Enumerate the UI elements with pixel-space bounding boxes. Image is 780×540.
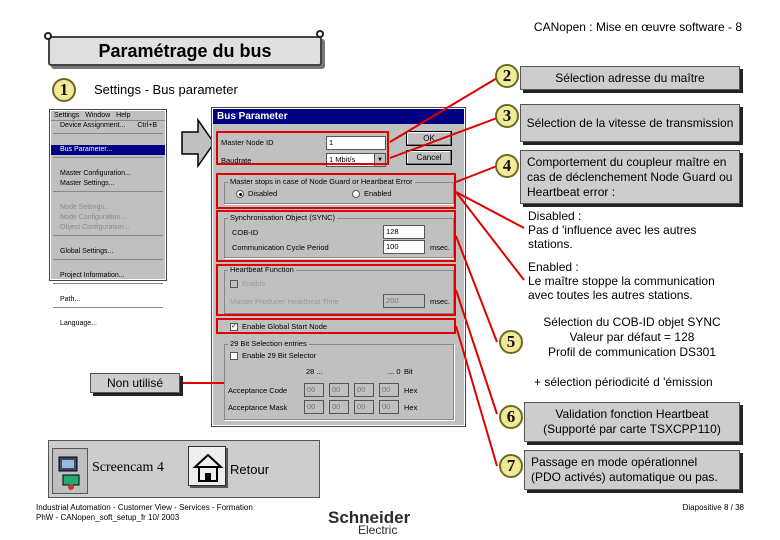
bit-range-right: ... 0 <box>388 367 401 376</box>
cycle-period-label: Communication Cycle Period <box>232 243 329 252</box>
ok-button[interactable]: OK <box>406 131 452 146</box>
heartbeat-enable-label: Enable <box>242 279 266 288</box>
cob-id-input[interactable]: 128 <box>383 225 425 239</box>
footer-line-1: Industrial Automation - Customer View - Services - Formation <box>36 503 253 512</box>
bit29-enable-label: Enable 29 Bit Selector <box>242 351 317 360</box>
dialog-title: Bus Parameter <box>213 109 464 124</box>
heartbeat-group-label: Heartbeat Function <box>230 265 294 274</box>
heartbeat-time-label: Master Producer Heartbeat Time <box>230 297 339 306</box>
badge-1: 1 <box>52 78 76 102</box>
box-master-address: Sélection adresse du maître <box>520 66 740 90</box>
box-heartbeat: Validation fonction Heartbeat (Supporté par carte TSXCPP110) <box>524 402 740 442</box>
menu-item-device-assignment[interactable]: Device Assignment... Ctrl+B <box>60 122 157 129</box>
bottom-nav-bar <box>48 440 320 498</box>
global-start-checkbox[interactable]: ✓ <box>231 323 237 330</box>
global-start-label: Enable Global Start Node <box>242 322 328 331</box>
box-node-guard-behaviour: Comportement du coupleur maître en cas de déclenchement Node Guard ou Heartbeat error : <box>520 150 740 204</box>
code-byte-2[interactable]: 00 <box>329 383 349 397</box>
mask-byte-3[interactable]: 00 <box>354 400 374 414</box>
bit29-group-label: 29 Bit Selection entries <box>230 339 307 348</box>
slide-number: Diapositive 8 / 38 <box>682 503 744 512</box>
code-hex-label: Hex <box>404 386 418 395</box>
chevron-down-icon[interactable]: ▼ <box>374 154 385 166</box>
heartbeat-time-input[interactable]: 200 <box>383 294 425 308</box>
bit-range-left: 28 ... <box>306 367 323 376</box>
box-baudrate: Sélection de la vitesse de transmission <box>520 104 740 142</box>
menu-item-global-settings[interactable]: Global Settings... <box>60 248 114 255</box>
subtitle: Settings - Bus parameter <box>94 82 238 97</box>
menu-settings[interactable]: Settings <box>54 112 80 119</box>
code-byte-3[interactable]: 00 <box>354 383 374 397</box>
box-sync: Sélection du COB-ID objet SYNC Valeur par défaut = 128 Profil de communication DS301 <box>543 314 721 359</box>
node-guard-group-label: Master stops in case of Node Guard or Heartbeat Error <box>230 177 413 186</box>
home-icon[interactable] <box>188 446 226 486</box>
heartbeat-time-unit: msec. <box>430 297 451 306</box>
enabled-radio-label: Enabled <box>364 189 392 198</box>
mask-byte-4[interactable]: 00 <box>379 400 399 414</box>
badge-3: 3 <box>495 104 519 128</box>
mask-hex-label: Hex <box>404 403 418 412</box>
screencam-label[interactable]: Screencam 4 <box>92 460 164 475</box>
menu-item-master-configuration[interactable]: Master Configuration... <box>60 170 131 177</box>
schneider-logo-text: Schneider <box>328 508 411 527</box>
slide-header: CANopen : Mise en œuvre software - 8 <box>533 20 742 34</box>
cycle-unit: msec. <box>430 243 451 252</box>
menu-item-project-information[interactable]: Project Information... <box>60 272 125 279</box>
code-byte-4[interactable]: 00 <box>379 383 399 397</box>
master-node-id-input[interactable]: 1 <box>326 136 386 150</box>
sync-group-label: Synchronisation Object (SYNC) <box>230 213 336 222</box>
menu-item-object-configuration: Object Configuration... <box>60 224 130 231</box>
acceptance-mask-label: Acceptance Mask <box>228 403 288 412</box>
menu-item-master-settings[interactable]: Master Settings... <box>60 180 115 187</box>
enabled-description: Enabled : Le maître stoppe la communication avec toutes les autres stations. <box>528 260 715 302</box>
cob-id-label: COB-ID <box>232 228 259 237</box>
badge-7: 7 <box>499 454 523 478</box>
cycle-period-input[interactable]: 100 <box>383 240 425 254</box>
badge-5: 5 <box>499 330 523 354</box>
baudrate-select[interactable]: 1 Mbit/s ▼ <box>326 153 386 167</box>
menu-item-node-configuration: Node Configuration... <box>60 214 127 221</box>
not-used-label: Non utilisé <box>90 373 180 393</box>
sync-period-note: + sélection périodicité d 'émission <box>534 375 713 389</box>
menu-item-node-settings: Node Settings... <box>60 204 110 211</box>
badge-6: 6 <box>499 405 523 429</box>
badge-2: 2 <box>495 64 519 88</box>
menu-item-path[interactable]: Path... <box>60 296 81 303</box>
menu-window[interactable]: Window <box>85 112 111 119</box>
code-byte-1[interactable]: 00 <box>304 383 324 397</box>
acceptance-code-label: Acceptance Code <box>228 386 288 395</box>
box-operational-mode: Passage en mode opérationnel (PDO activés) automatique ou pas. <box>524 450 740 490</box>
mask-byte-2[interactable]: 00 <box>329 400 349 414</box>
disabled-description: Disabled : Pas d 'influence avec les autres stations. <box>528 209 697 251</box>
cancel-button[interactable]: Cancel <box>406 150 452 165</box>
baudrate-label: Baudrate <box>221 156 252 165</box>
menu-help[interactable]: Help <box>116 112 131 119</box>
master-node-id-label: Master Node ID <box>221 138 274 147</box>
page-title: Paramétrage du bus <box>48 36 322 66</box>
retour-link[interactable]: Retour <box>230 462 270 477</box>
menu-item-bus-parameter[interactable]: Bus Parameter... <box>51 145 165 155</box>
bit-column-label: Bit <box>404 367 413 376</box>
disabled-radio-label: Disabled <box>248 189 278 198</box>
footer-line-2: PhW - CANopen_soft_setup_fr 10/ 2003 <box>36 513 180 522</box>
badge-4: 4 <box>495 154 519 178</box>
mask-byte-1[interactable]: 00 <box>304 400 324 414</box>
screencam-icon[interactable] <box>52 448 88 494</box>
menu-item-language[interactable]: Language... <box>60 320 97 327</box>
electric-logo-text: Electric <box>358 523 398 537</box>
